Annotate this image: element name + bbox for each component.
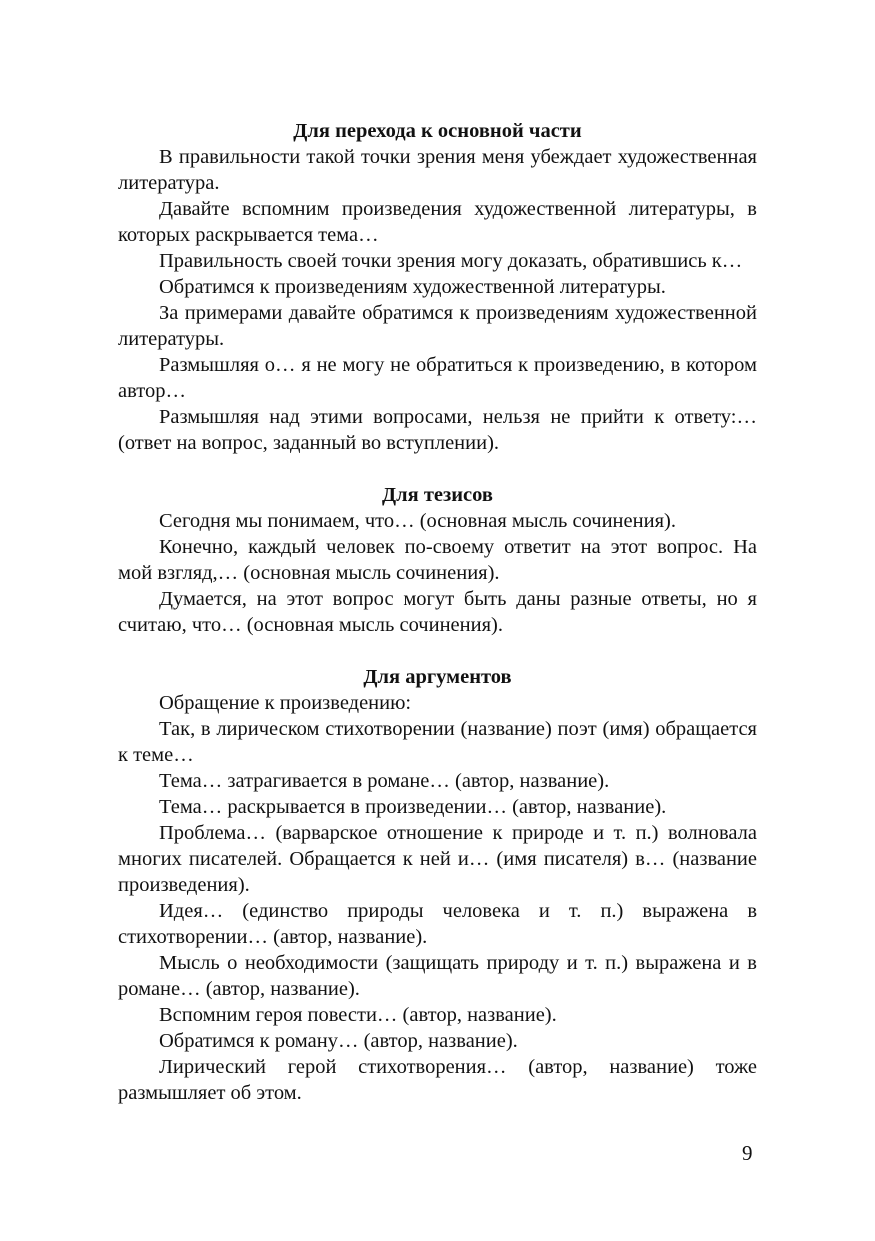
- paragraph: Обратимся к роману… (автор, название).: [159, 1030, 518, 1052]
- paragraph: Обращение к произведению:: [159, 692, 412, 714]
- section-theses: [118, 482, 757, 638]
- paragraph: Давайте вспомним произведения художественной литературы, в которых раскрывается тема…: [118, 198, 757, 246]
- section-heading: Для тезисов: [382, 484, 493, 506]
- paragraph: Мысль о необходимости (защищать природу и т. п.) выражена и в романе… (автор, название).: [118, 952, 757, 1000]
- paragraph: Так, в лирическом стихотворении (название) поэт (имя) обращается к теме…: [118, 718, 757, 766]
- page-number: 9: [742, 1141, 753, 1165]
- paragraph: Вспомним героя повести… (автор, название).: [159, 1004, 557, 1026]
- section-transition: [118, 118, 757, 456]
- paragraph: Обратимся к произведениям художественной литературы.: [159, 276, 666, 298]
- paragraph: Думается, на этот вопрос могут быть даны разные ответы, но я считаю, что… (основная мысль сочинения).: [118, 588, 757, 636]
- paragraph: Размышляя о… я не могу не обратиться к произведению, в котором автор…: [118, 354, 757, 402]
- section-heading: Для аргументов: [363, 666, 512, 688]
- paragraph: Идея… (единство природы человека и т. п.) выражена в стихотворении… (автор, название).: [118, 900, 757, 948]
- paragraph: Лирический герой стихотворения… (автор, название) тоже размышляет об этом.: [118, 1056, 757, 1104]
- paragraph: Правильность своей точки зрения могу доказать, обратившись к…: [159, 250, 743, 272]
- section-arguments: [118, 664, 757, 1106]
- paragraph: Размышляя над этими вопросами, нельзя не прийти к ответу:… (ответ на вопрос, заданный во вступлении).: [118, 406, 757, 454]
- paragraph: В правильности такой точки зрения меня убеждает художественная литература.: [118, 146, 757, 194]
- paragraph: Тема… раскрывается в произведении… (автор, название).: [159, 796, 667, 818]
- section-heading: Для перехода к основной части: [293, 120, 582, 142]
- paragraph: Конечно, каждый человек по-своему ответит на этот вопрос. На мой взгляд,… (основная мысль сочинения).: [118, 536, 757, 584]
- paragraph: Сегодня мы понимаем, что… (основная мысль сочинения).: [159, 510, 676, 532]
- paragraph: Проблема… (варварское отношение к природе и т. п.) волновала многих писателей. Обращается к ней и… (имя писателя) в… (название произведения).: [118, 822, 757, 896]
- paragraph: Тема… затрагивается в романе… (автор, название).: [159, 770, 610, 792]
- paragraph: За примерами давайте обратимся к произведениям художественной литературы.: [118, 302, 757, 350]
- page-body: [118, 118, 757, 1106]
